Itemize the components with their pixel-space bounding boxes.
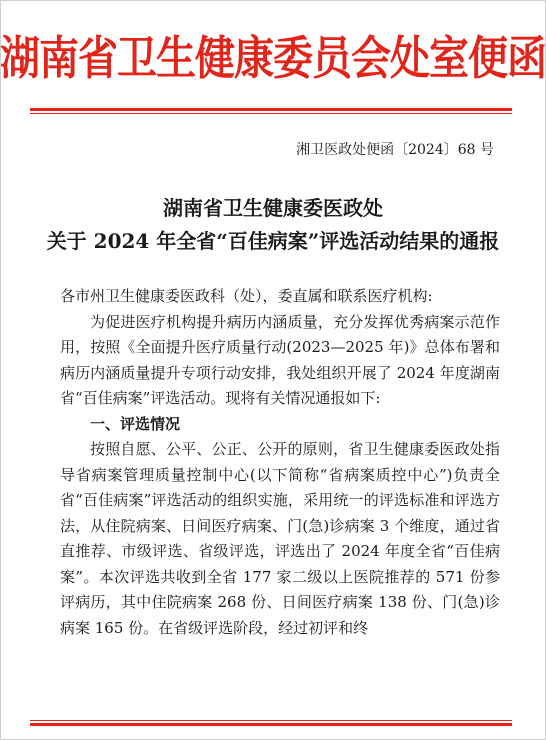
paragraph-intro: 为促进医疗机构提升病历内涵质量，充分发挥优秀病案示范作用，按照《全面提升医疗质量行动(2023—2025 年)》总体布署和病历内涵质量提升专项行动安排，我处组织开展了 2024 年度湖南省“百佳病案”评选活动。现将有关情况通报如下: <box>60 312 500 407</box>
document-title <box>0 192 546 258</box>
document-body <box>60 284 500 641</box>
section-heading: 一、评选情况 <box>90 414 181 433</box>
title-line-1: 湖南省卫生健康委医政处 <box>163 196 383 220</box>
title-line-2: 关于 2024 年全省“百佳病案”评选活动结果的通报 <box>46 229 500 253</box>
masthead-title: 湖南省卫生健康委员会处室便函 <box>0 32 546 86</box>
red-rule-bottom-thick <box>30 723 512 726</box>
document-number: 湘卫医政处便函〔2024〕68 号 <box>296 142 494 158</box>
salutation: 各市州卫生健康委医政科（处），委直属和联系医疗机构: <box>60 287 433 305</box>
red-rule-top-thick <box>30 108 512 111</box>
red-rule-bottom-thin <box>30 720 512 721</box>
paragraph-selection: 按照自愿、公平、公正、公开的原则，省卫生健康委医政处指导省病案管理质量控制中心(以下简称“省病案质控中心”)负责全省“百佳病案”评选活动的组织实施，采用统一的评选标准和评选方法，从住院病案、日间医疗病案、门(急)诊病案 3 个维度，通过省直推荐、市级评选、省级评选，评选出了 2024 年度全省“百佳病案”。本次评选共收到全省 177 家二级以上医院推荐的 571 份参评病历，其中住院病案 268 份、日间医疗病案 138 份、门(急)诊病案 165 份。在省级评选阶段，经过初评和终 <box>60 440 500 637</box>
red-rule-top-thin <box>30 113 512 114</box>
